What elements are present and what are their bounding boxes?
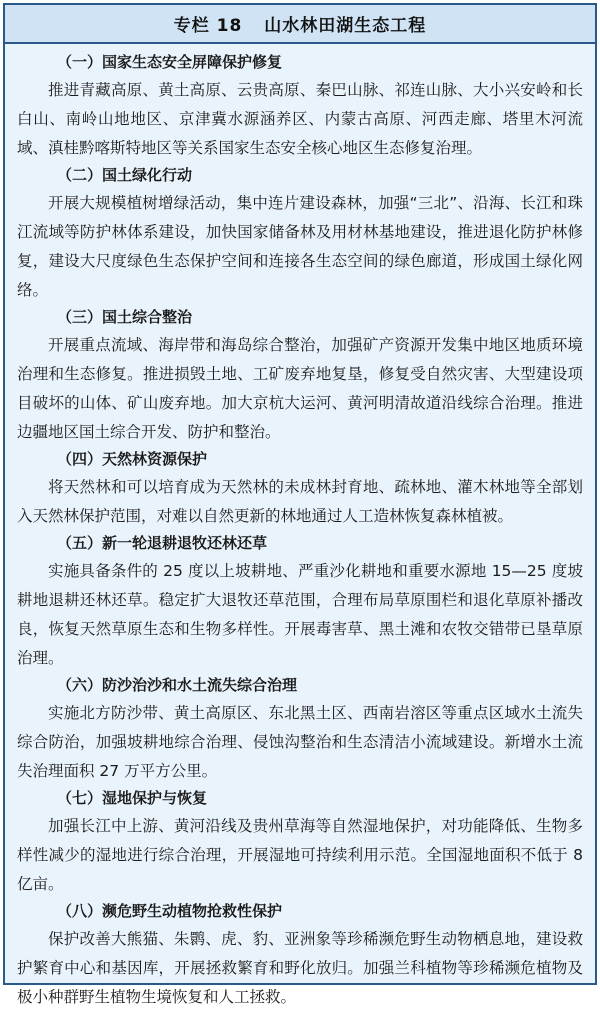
section xyxy=(17,165,583,305)
section xyxy=(17,675,583,786)
section xyxy=(17,788,583,899)
column-box xyxy=(3,3,597,1006)
section-body: 推进青藏高原、黄土高原、云贵高原、秦巴山脉、祁连山脉、大小兴安岭和长白山、南岭山地地区、京津冀水源涵养区、内蒙古高原、河西走廊、塔里木河流域、滇桂黔喀斯特地区等关系国家生态安全核心地区生态修复治理。 xyxy=(17,81,583,157)
section-heading: （二）国土绿化行动 xyxy=(57,166,193,184)
section-body: 实施具备条件的 25 度以上坡耕地、严重沙化耕地和重要水源地 15—25 度坡耕地退耕还林还草。稳定扩大退牧还草范围，合理布局草原围栏和退化草原补播改良，恢复天然草原生态和生物多样性。开展毒害草、黑土滩和农牧交错带已垦草原治理。 xyxy=(17,562,583,667)
section-body: 将天然林和可以培育成为天然林的未成林封育地、疏林地、灌木林地等全部划入天然林保护范围，对难以自然更新的林地通过人工造林恢复森林植被。 xyxy=(17,478,583,525)
box-title-bar xyxy=(5,5,595,44)
section xyxy=(17,901,583,1012)
box-content xyxy=(5,44,595,1012)
section-heading: （七）湿地保护与恢复 xyxy=(57,789,208,807)
section-heading: （六）防沙治沙和水土流失综合治理 xyxy=(57,676,298,694)
section xyxy=(17,52,583,163)
box-title: 山水林田湖生态工程 xyxy=(264,16,427,36)
section xyxy=(17,533,583,673)
section-heading: （四）天然林资源保护 xyxy=(57,450,208,468)
section-heading: （五）新一轮退耕退牧还林还草 xyxy=(57,534,268,552)
section-body: 开展大规模植树增绿活动，集中连片建设森林，加强“三北”、沿海、长江和珠江流域等防护林体系建设，加快国家储备林及用材林基地建设，推进退化防护林修复，建设大尺度绿色生态保护空间和连接各生态空间的绿色廊道，形成国土绿化网络。 xyxy=(17,194,583,299)
section-heading: （一）国家生态安全屏障保护修复 xyxy=(57,53,283,71)
section-body: 实施北方防沙带、黄土高原区、东北黑土区、西南岩溶区等重点区域水土流失综合防治，加强坡耕地综合治理、侵蚀沟整治和生态清洁小流域建设。新增水土流失治理面积 27 万平方公里。 xyxy=(17,704,583,780)
section xyxy=(17,307,583,447)
section-body: 加强长江中上游、黄河沿线及贵州草海等自然湿地保护，对功能降低、生物多样性减少的湿地进行综合治理，开展湿地可持续利用示范。全国湿地面积不低于 8 亿亩。 xyxy=(17,817,583,893)
section-heading: （三）国土综合整治 xyxy=(57,308,193,326)
section-body: 保护改善大熊猫、朱鹮、虎、豹、亚洲象等珍稀濒危野生动物栖息地，建设救护繁育中心和基因库，开展拯救繁育和野化放归。加强兰科植物等珍稀濒危植物及极小种群野生植物生境恢复和人工拯救。 xyxy=(17,930,583,1006)
section xyxy=(17,449,583,531)
box-number: 专栏 18 xyxy=(173,16,243,36)
section-body: 开展重点流域、海岸带和海岛综合整治，加强矿产资源开发集中地区地质环境治理和生态修复。推进损毁土地、工矿废弃地复垦，修复受自然灾害、大型建设项目破坏的山体、矿山废弃地。加大京杭大运河、黄河明清故道沿线综合治理。推进边疆地区国土综合开发、防护和整治。 xyxy=(17,336,583,441)
section-heading: （八）濒危野生动植物抢救性保护 xyxy=(57,902,283,920)
